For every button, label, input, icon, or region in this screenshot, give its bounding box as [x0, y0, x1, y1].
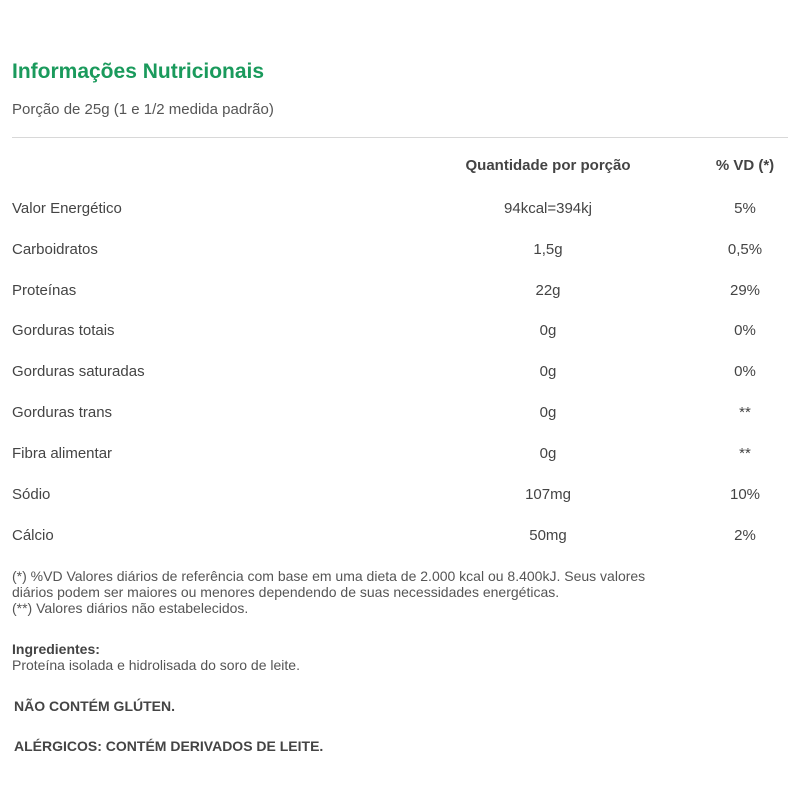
table-row — [0, 241, 800, 265]
nutrient-quantity: 94kcal=394kj — [504, 200, 592, 217]
table-row — [0, 527, 800, 551]
table-row — [0, 322, 800, 346]
nutrient-vd: ** — [739, 445, 751, 462]
column-header-quantity: Quantidade por porção — [465, 157, 631, 174]
nutrient-name: Valor Energético — [12, 200, 122, 217]
footnote-vd-continued: diários podem ser maiores ou menores dependendo de suas necessidades energéticas. — [12, 584, 560, 600]
nutrient-name: Gorduras trans — [12, 404, 113, 421]
nutrient-vd: 29% — [729, 282, 761, 299]
nutrient-name: Gorduras totais — [12, 322, 115, 339]
footnote-not-established: (**) Valores diários não estabelecidos. — [12, 600, 249, 616]
table-row — [0, 282, 800, 306]
table-row — [0, 363, 800, 387]
table-row — [0, 200, 800, 224]
allergen-warning: ALÉRGICOS: CONTÉM DERIVADOS DE LEITE. — [14, 738, 324, 754]
nutrient-name: Sódio — [12, 486, 51, 503]
page-title: Informações Nutricionais — [12, 60, 265, 83]
nutrient-quantity: 1,5g — [533, 241, 563, 258]
nutrient-vd: 0% — [734, 363, 756, 380]
table-row — [0, 404, 800, 428]
ingredients-title: Ingredientes: — [12, 641, 100, 657]
nutrient-vd: 0% — [734, 322, 756, 339]
nutrient-quantity: 22g — [535, 282, 561, 299]
gluten-warning: NÃO CONTÉM GLÚTEN. — [14, 698, 175, 714]
nutrient-name: Carboidratos — [12, 241, 98, 258]
table-row — [0, 445, 800, 469]
nutrient-vd: 10% — [729, 486, 761, 503]
nutrient-name: Cálcio — [12, 527, 54, 544]
table-row — [0, 486, 800, 510]
nutrient-name: Fibra alimentar — [12, 445, 113, 462]
nutrient-quantity: 50mg — [529, 527, 567, 544]
nutrient-quantity: 0g — [539, 445, 557, 462]
ingredients-text: Proteína isolada e hidrolisada do soro de leite. — [12, 657, 300, 673]
nutrient-vd: 5% — [734, 200, 756, 217]
nutrient-vd: 2% — [734, 527, 756, 544]
footnotes — [12, 568, 792, 616]
nutrient-quantity: 0g — [539, 322, 557, 339]
nutrient-quantity: 0g — [539, 363, 557, 380]
nutrient-vd: 0,5% — [727, 241, 763, 258]
serving-size: Porção de 25g (1 e 1/2 medida padrão) — [12, 101, 274, 118]
column-header-vd: % VD (*) — [715, 157, 775, 174]
nutrient-vd: ** — [739, 404, 751, 421]
nutrient-name: Gorduras saturadas — [12, 363, 145, 380]
nutrient-quantity: 0g — [539, 404, 557, 421]
nutrient-name: Proteínas — [12, 282, 77, 299]
nutrient-quantity: 107mg — [525, 486, 571, 503]
footnote-vd: (*) %VD Valores diários de referência com base em uma dieta de 2.000 kcal ou 8.400kJ. Seus valores — [12, 568, 646, 584]
